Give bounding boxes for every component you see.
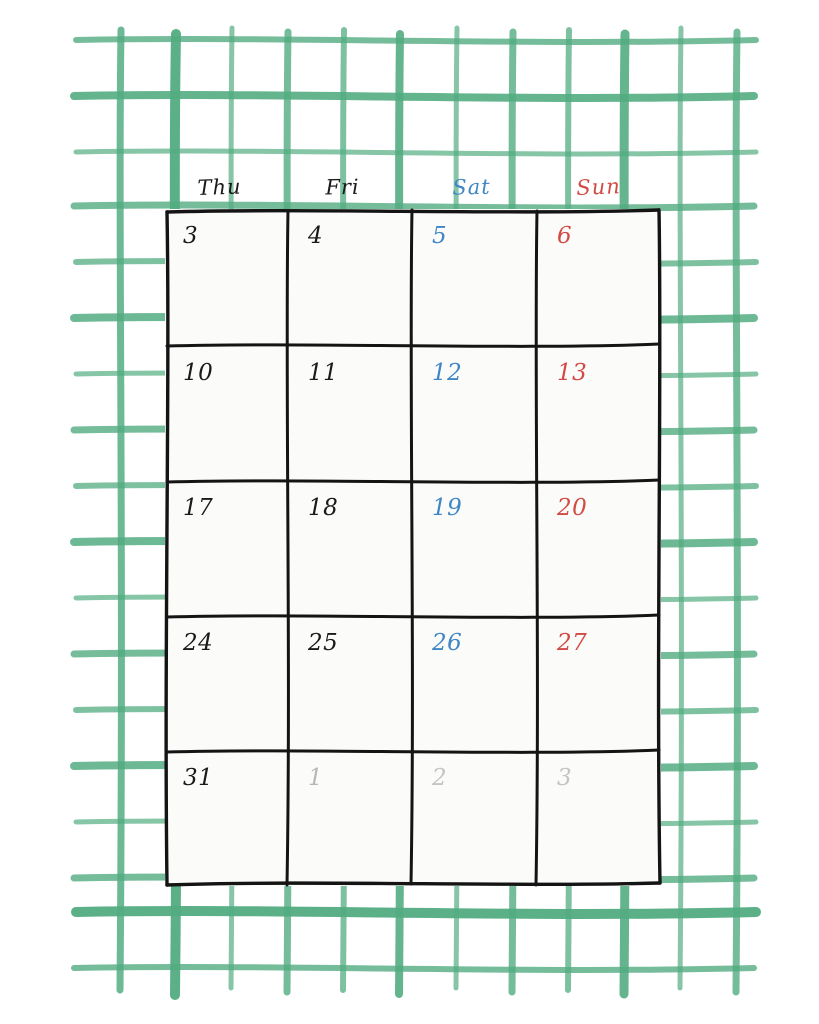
day-number: 13 <box>557 360 588 386</box>
day-cell[interactable] <box>288 479 413 615</box>
day-cell[interactable] <box>288 344 413 480</box>
day-cell[interactable] <box>163 479 288 615</box>
day-cell[interactable] <box>537 749 662 885</box>
day-number: 31 <box>183 765 214 791</box>
day-number: 11 <box>308 360 339 386</box>
day-number: 18 <box>308 495 339 521</box>
weekday-header-row <box>163 166 663 209</box>
day-number: 2 <box>432 765 448 791</box>
day-cell[interactable] <box>288 749 413 885</box>
day-cell[interactable] <box>412 479 537 615</box>
day-cell[interactable] <box>412 344 537 480</box>
weekday-header-sun <box>535 163 662 211</box>
day-number: 19 <box>432 495 463 521</box>
day-cell[interactable] <box>537 207 662 343</box>
day-number: 10 <box>183 360 214 386</box>
calendar-cells <box>163 207 663 888</box>
weekday-header-thu <box>156 164 282 211</box>
day-cell[interactable] <box>288 614 413 750</box>
day-number: 25 <box>308 630 339 656</box>
day-cell[interactable] <box>288 207 413 343</box>
day-cell[interactable] <box>163 614 288 750</box>
day-cell[interactable] <box>537 614 662 750</box>
weekday-header-sat <box>408 164 534 210</box>
day-cell[interactable] <box>412 614 537 750</box>
day-number: 3 <box>183 223 199 249</box>
calendar <box>163 166 663 888</box>
day-number: 27 <box>557 630 588 656</box>
day-number: 12 <box>432 360 463 386</box>
weekday-label: Sun <box>575 174 622 201</box>
day-number: 24 <box>183 630 214 656</box>
day-cell[interactable] <box>537 479 662 615</box>
day-cell[interactable] <box>412 749 537 885</box>
day-cell[interactable] <box>163 344 288 480</box>
weekday-label: Sat <box>451 174 491 200</box>
day-number: 5 <box>432 223 448 249</box>
day-number: 4 <box>308 223 324 249</box>
day-cell[interactable] <box>163 207 288 343</box>
day-cell[interactable] <box>412 207 537 343</box>
weekday-label: Thu <box>197 174 242 200</box>
weekday-header-fri <box>280 165 406 210</box>
weekday-label: Fri <box>325 174 360 200</box>
day-cell[interactable] <box>163 749 288 885</box>
day-cell[interactable] <box>537 344 662 480</box>
day-number: 3 <box>557 765 573 791</box>
day-number: 17 <box>183 495 214 521</box>
day-number: 20 <box>557 495 588 521</box>
day-number: 6 <box>557 223 573 249</box>
day-number: 1 <box>308 765 324 791</box>
day-number: 26 <box>432 630 463 656</box>
